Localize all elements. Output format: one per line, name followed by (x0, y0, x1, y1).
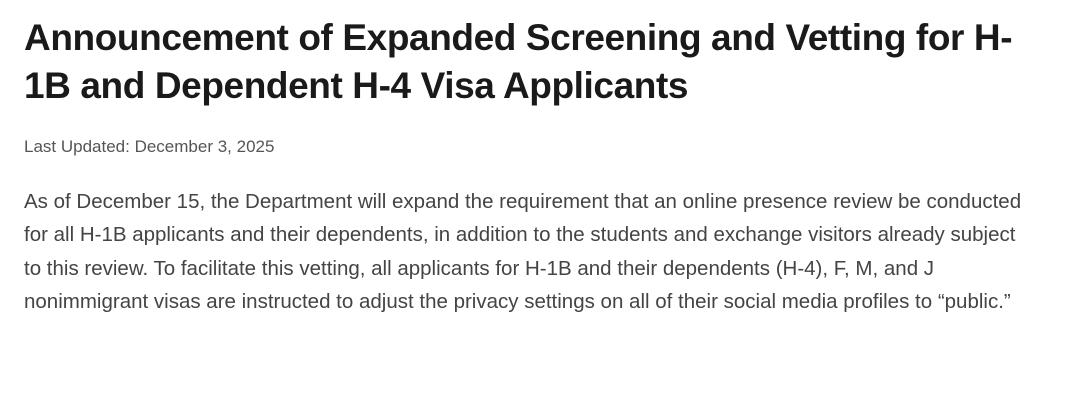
article-body-paragraph: As of December 15, the Department will expand the requirement that an online presence review be conducted for all H-1B applicants and their dependents, in addition to the students and exchange visitors already subject to this review. To facilitate this vetting, all applicants for H-1B and their dependents (H-4), F, M, and J nonimmigrant visas are instructed to adjust the privacy settings on all of their social media profiles to “public.” (24, 190, 1022, 313)
page-title: Announcement of Expanded Screening and Vetting for H-1B and Dependent H-4 Visa Applicants (24, 17, 1013, 107)
last-updated-text: Last Updated: December 3, 2025 (24, 137, 275, 157)
